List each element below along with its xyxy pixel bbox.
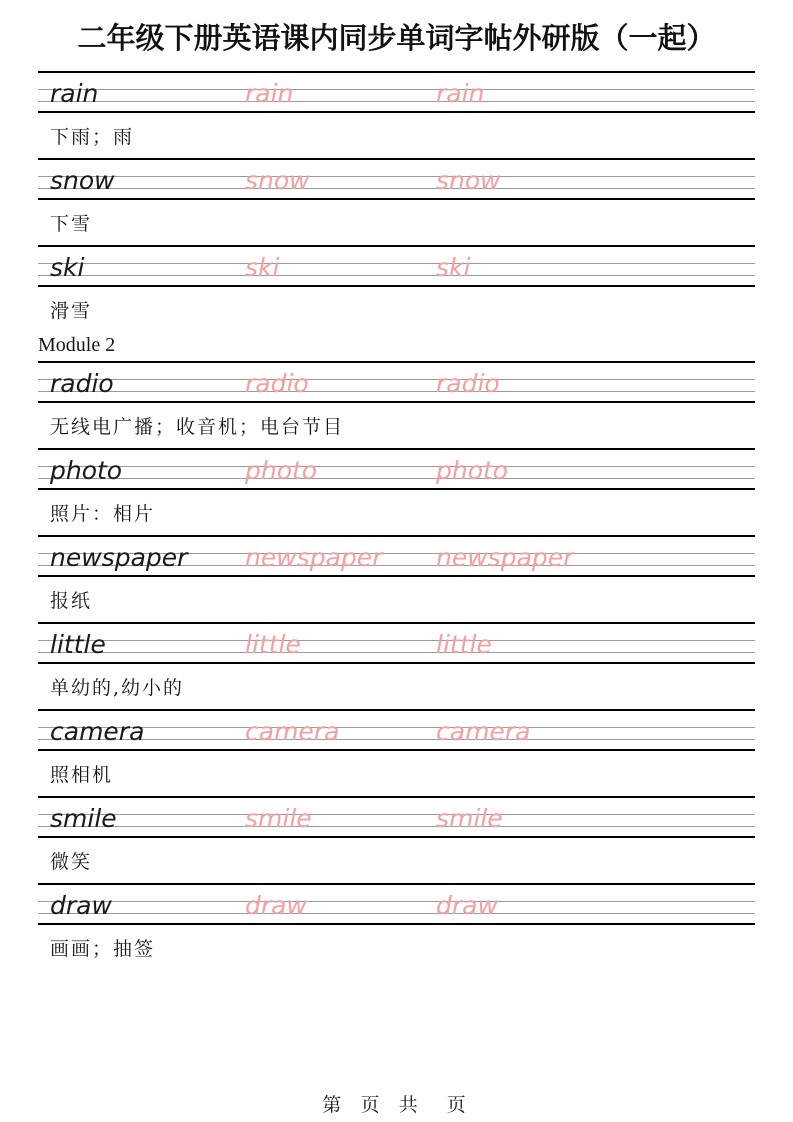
practice-word-printed: smile	[50, 804, 117, 833]
stave-line-upper-thin	[38, 814, 755, 815]
four-line-stave	[38, 796, 755, 838]
practice-word-trace-2: photo	[436, 456, 509, 485]
stave-line-lower-thin	[38, 913, 755, 914]
stave-line-upper-thin	[38, 176, 755, 177]
stave-line-bottom-thick	[38, 923, 755, 925]
chinese-meaning: 单幼的,幼小的	[50, 677, 185, 699]
four-line-stave	[38, 361, 755, 403]
word-practice-block	[38, 71, 755, 158]
four-line-stave	[38, 71, 755, 113]
four-line-stave	[38, 535, 755, 577]
page-title: 二年级下册英语课内同步单词字帖外研版（一起）	[77, 23, 716, 55]
practice-word-trace-1: camera	[245, 717, 340, 746]
stave-line-lower-thin	[38, 188, 755, 189]
practice-word-printed: draw	[50, 891, 112, 920]
stave-line-bottom-thick	[38, 401, 755, 403]
chinese-meaning: 下雨；雨	[50, 126, 135, 148]
stave-line-bottom-thick	[38, 488, 755, 490]
word-practice-block	[38, 883, 755, 970]
word-practice-block	[38, 622, 755, 709]
stave-line-upper-thin	[38, 89, 755, 90]
stave-line-bottom-thick	[38, 285, 755, 287]
stave-line-top-thick	[38, 535, 755, 537]
word-practice-block	[38, 709, 755, 796]
practice-word-trace-2: radio	[436, 369, 500, 398]
stave-line-top-thick	[38, 158, 755, 160]
practice-word-printed: newspaper	[50, 543, 188, 572]
practice-word-trace-1: snow	[245, 166, 310, 195]
chinese-meaning: 滑雪	[50, 300, 93, 322]
chinese-meaning: 照相机	[50, 764, 114, 786]
stave-line-top-thick	[38, 245, 755, 247]
stave-line-bottom-thick	[38, 749, 755, 751]
stave-line-lower-thin	[38, 652, 755, 653]
chinese-meaning: 微笑	[50, 851, 93, 873]
chinese-meaning: 照片：相片	[50, 503, 156, 525]
practice-word-trace-1: newspaper	[245, 543, 383, 572]
practice-word-printed: photo	[50, 456, 123, 485]
practice-word-trace-1: ski	[245, 253, 280, 282]
practice-word-trace-2: draw	[436, 891, 498, 920]
stave-line-upper-thin	[38, 640, 755, 641]
stave-line-upper-thin	[38, 727, 755, 728]
practice-word-trace-1: smile	[245, 804, 312, 833]
practice-word-trace-1: photo	[245, 456, 318, 485]
stave-line-bottom-thick	[38, 111, 755, 113]
stave-line-top-thick	[38, 796, 755, 798]
stave-line-top-thick	[38, 883, 755, 885]
stave-line-upper-thin	[38, 466, 755, 467]
practice-word-trace-2: rain	[436, 79, 485, 108]
stave-line-lower-thin	[38, 826, 755, 827]
four-line-stave	[38, 158, 755, 200]
practice-word-printed: rain	[50, 79, 99, 108]
word-practice-block	[38, 796, 755, 883]
four-line-stave	[38, 448, 755, 490]
chinese-meaning: 画画；抽签	[50, 938, 156, 960]
chinese-meaning: 报纸	[50, 590, 93, 612]
stave-line-lower-thin	[38, 478, 755, 479]
stave-line-lower-thin	[38, 101, 755, 102]
page-footer: 第 页 共 页	[322, 1095, 471, 1116]
four-line-stave	[38, 245, 755, 287]
practice-word-trace-2: little	[436, 630, 492, 659]
practice-word-trace-2: camera	[436, 717, 531, 746]
stave-line-lower-thin	[38, 739, 755, 740]
word-practice-block	[38, 535, 755, 622]
stave-line-top-thick	[38, 622, 755, 624]
four-line-stave	[38, 622, 755, 664]
practice-word-trace-1: rain	[245, 79, 294, 108]
stave-line-upper-thin	[38, 901, 755, 902]
module-heading: Module 2	[38, 334, 116, 356]
stave-line-top-thick	[38, 71, 755, 73]
stave-line-upper-thin	[38, 379, 755, 380]
stave-line-bottom-thick	[38, 836, 755, 838]
practice-word-trace-1: little	[245, 630, 301, 659]
word-rows-container	[38, 71, 755, 970]
stave-line-top-thick	[38, 448, 755, 450]
practice-word-printed: ski	[50, 253, 85, 282]
practice-word-trace-1: radio	[245, 369, 309, 398]
practice-word-trace-2: smile	[436, 804, 503, 833]
chinese-meaning: 无线电广播；收音机；电台节目	[50, 416, 345, 438]
word-practice-block	[38, 245, 755, 332]
stave-line-bottom-thick	[38, 575, 755, 577]
practice-word-printed: snow	[50, 166, 115, 195]
word-practice-block	[38, 158, 755, 245]
stave-line-bottom-thick	[38, 662, 755, 664]
stave-line-bottom-thick	[38, 198, 755, 200]
practice-word-trace-2: snow	[436, 166, 501, 195]
stave-line-upper-thin	[38, 263, 755, 264]
stave-line-lower-thin	[38, 391, 755, 392]
word-practice-block	[38, 448, 755, 535]
practice-word-trace-1: draw	[245, 891, 307, 920]
practice-word-printed: camera	[50, 717, 145, 746]
practice-word-trace-2: ski	[436, 253, 471, 282]
practice-word-printed: little	[50, 630, 106, 659]
chinese-meaning: 下雪	[50, 213, 93, 235]
four-line-stave	[38, 883, 755, 925]
stave-line-top-thick	[38, 361, 755, 363]
stave-line-lower-thin	[38, 275, 755, 276]
stave-line-top-thick	[38, 709, 755, 711]
practice-word-trace-2: newspaper	[436, 543, 574, 572]
practice-word-printed: radio	[50, 369, 114, 398]
word-practice-block	[38, 361, 755, 448]
four-line-stave	[38, 709, 755, 751]
